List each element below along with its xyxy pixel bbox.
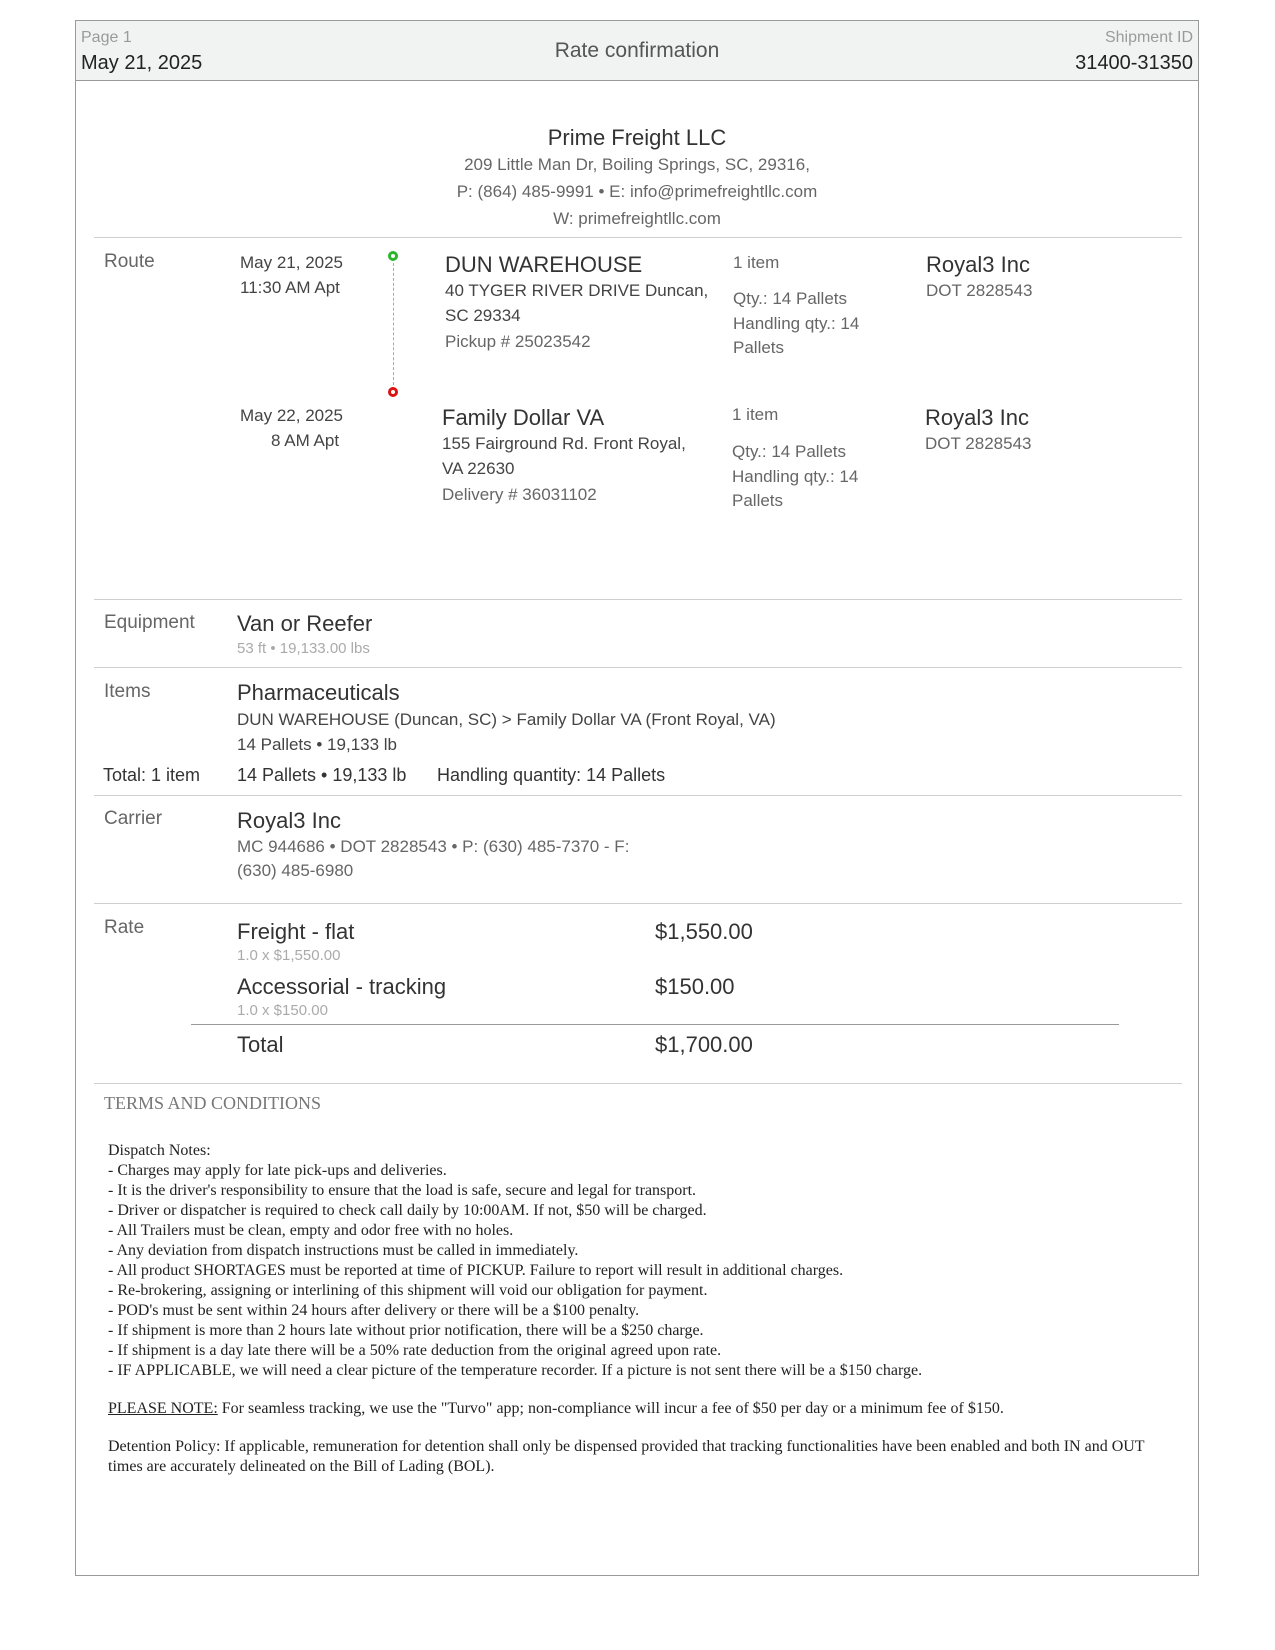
- items-label: Items: [104, 681, 151, 702]
- rate-line-amount: $150.00: [655, 974, 735, 999]
- pickup-qty: Qty.: 14 Pallets: [733, 289, 848, 308]
- dispatch-note: - All product SHORTAGES must be reported at time of PICKUP. Failure to report will result in additional charges.: [108, 1262, 844, 1279]
- dispatch-note: - Driver or dispatcher is required to check call daily by 10:00AM. If not, $50 will be charged.: [108, 1202, 707, 1219]
- rate-line-calc: 1.0 x $150.00: [237, 1002, 328, 1019]
- delivery-address-line2: VA 22630: [442, 459, 515, 478]
- divider: [94, 795, 1182, 796]
- delivery-marker-icon: [388, 387, 398, 397]
- document-frame: [75, 20, 1199, 1576]
- company-contact: P: (864) 485-9991 • E: info@primefreightllc.com: [456, 182, 818, 201]
- dispatch-notes-title: Dispatch Notes:: [108, 1142, 211, 1159]
- delivery-date: May 22, 2025: [240, 406, 344, 425]
- please-note: [108, 1399, 1178, 1419]
- rate-line-name: Accessorial - tracking: [237, 974, 447, 999]
- delivery-location-name: Family Dollar VA: [442, 405, 605, 430]
- delivery-carrier-dot: DOT 2828543: [925, 434, 1032, 453]
- items-total-label: Total: 1 item: [103, 765, 201, 785]
- dispatch-note: - Charges may apply for late pick-ups and deliveries.: [108, 1162, 447, 1179]
- dispatch-note: - IF APPLICABLE, we will need a clear picture of the temperature recorder. If a picture is not sent there will be a $150 charge.: [108, 1362, 923, 1379]
- rate-total-label: Total: [237, 1032, 284, 1057]
- rate-label: Rate: [104, 917, 145, 938]
- delivery-number: Delivery # 36031102: [442, 485, 597, 504]
- carrier-label: Carrier: [104, 808, 163, 829]
- shipment-id-label: Shipment ID: [1104, 29, 1193, 46]
- items-total-handling: Handling quantity: 14 Pallets: [437, 765, 666, 785]
- divider: [94, 599, 1182, 600]
- rate-total-divider: [191, 1024, 1119, 1025]
- pickup-carrier-dot: DOT 2828543: [926, 281, 1033, 300]
- dispatch-notes: [108, 1141, 1178, 1381]
- pickup-time: 11:30 AM Apt: [240, 278, 340, 297]
- document-title: Rate confirmation: [554, 39, 720, 62]
- item-qty: 14 Pallets • 19,133 lb: [237, 735, 398, 754]
- pickup-marker-icon: [388, 251, 398, 261]
- pickup-carrier: Royal3 Inc: [926, 252, 1030, 277]
- pickup-handling: Handling qty.: 14: [733, 314, 860, 333]
- equipment-type: Van or Reefer: [237, 611, 373, 636]
- pickup-date: May 21, 2025: [240, 253, 344, 272]
- item-route: DUN WAREHOUSE (Duncan, SC) > Family Dollar VA (Front Royal, VA): [237, 710, 776, 729]
- divider: [94, 237, 1182, 238]
- dispatch-note: - If shipment is more than 2 hours late without prior notification, there will be a $250 charge.: [108, 1322, 704, 1339]
- please-note-label: PLEASE NOTE:: [108, 1400, 218, 1417]
- dispatch-note: - Any deviation from dispatch instructions must be called in immediately.: [108, 1242, 579, 1259]
- delivery-carrier: Royal3 Inc: [925, 405, 1029, 430]
- dispatch-note: - POD's must be sent within 24 hours after delivery or there will be a $100 penalty.: [108, 1302, 640, 1319]
- equipment-details: 53 ft • 19,133.00 lbs: [237, 640, 370, 657]
- items-total-qty: 14 Pallets • 19,133 lb: [237, 765, 407, 785]
- company-name: Prime Freight LLC: [547, 125, 727, 150]
- detention-policy: Detention Policy: If applicable, remuneration for detention shall only be dispensed provided that tracking functionalities have been enabled and both IN and OUT times are accurately delineated on the Bill of Lading (BOL).: [108, 1438, 1145, 1475]
- rate-line-amount: $1,550.00: [655, 919, 753, 944]
- company-address: 209 Little Man Dr, Boiling Springs, SC, 29316,: [464, 155, 810, 174]
- pickup-address-line2: SC 29334: [445, 306, 521, 325]
- divider: [94, 903, 1182, 904]
- pickup-address: 40 TYGER RIVER DRIVE Duncan,: [445, 281, 709, 300]
- route-line: [393, 263, 394, 385]
- shipment-id: 31400-31350: [1075, 52, 1193, 74]
- pickup-number: Pickup # 25023542: [445, 332, 591, 351]
- carrier-fax: (630) 485-6980: [237, 861, 354, 880]
- delivery-qty: Qty.: 14 Pallets: [732, 442, 847, 461]
- company-block: [76, 125, 1198, 232]
- dispatch-note: - All Trailers must be clean, empty and odor free with no holes.: [108, 1222, 514, 1239]
- carrier-details: MC 944686 • DOT 2828543 • P: (630) 485-7370 - F:: [237, 837, 630, 856]
- equipment-label: Equipment: [104, 612, 195, 633]
- company-website: W: primefreightllc.com: [553, 209, 721, 228]
- item-name: Pharmaceuticals: [237, 680, 400, 705]
- terms-body: [108, 1141, 1178, 1495]
- rate-line-calc: 1.0 x $1,550.00: [237, 947, 341, 964]
- page-number: Page 1: [81, 29, 132, 46]
- header-date: May 21, 2025: [81, 52, 203, 74]
- pickup-handling-unit: Pallets: [733, 338, 785, 357]
- pickup-location-name: DUN WAREHOUSE: [445, 252, 643, 277]
- divider: [94, 667, 1182, 668]
- route-label: Route: [104, 251, 155, 272]
- dispatch-note: - Re-brokering, assigning or interlining of this shipment will void our obligation for payment.: [108, 1282, 708, 1299]
- document-header: [76, 21, 1198, 81]
- carrier-name: Royal3 Inc: [237, 808, 341, 833]
- please-note-text: For seamless tracking, we use the "Turvo" app; non-compliance will incur a fee of $50 per day or a minimum fee of $150.: [217, 1400, 1004, 1417]
- rate-total-amount: $1,700.00: [655, 1032, 753, 1057]
- delivery-address: 155 Fairground Rd. Front Royal,: [442, 434, 686, 453]
- terms-heading: TERMS AND CONDITIONS: [104, 1093, 322, 1113]
- pickup-item-count: 1 item: [733, 253, 780, 272]
- divider: [94, 1083, 1182, 1084]
- dispatch-note: - If shipment is a day late there will be a 50% rate deduction from the original agreed upon rate.: [108, 1342, 722, 1359]
- delivery-handling-unit: Pallets: [732, 491, 784, 510]
- delivery-item-count: 1 item: [732, 405, 779, 424]
- rate-line-name: Freight - flat: [237, 919, 355, 944]
- dispatch-note: - It is the driver's responsibility to ensure that the load is safe, secure and legal for transport.: [108, 1182, 697, 1199]
- delivery-handling: Handling qty.: 14: [732, 467, 859, 486]
- delivery-time: 8 AM Apt: [271, 431, 340, 450]
